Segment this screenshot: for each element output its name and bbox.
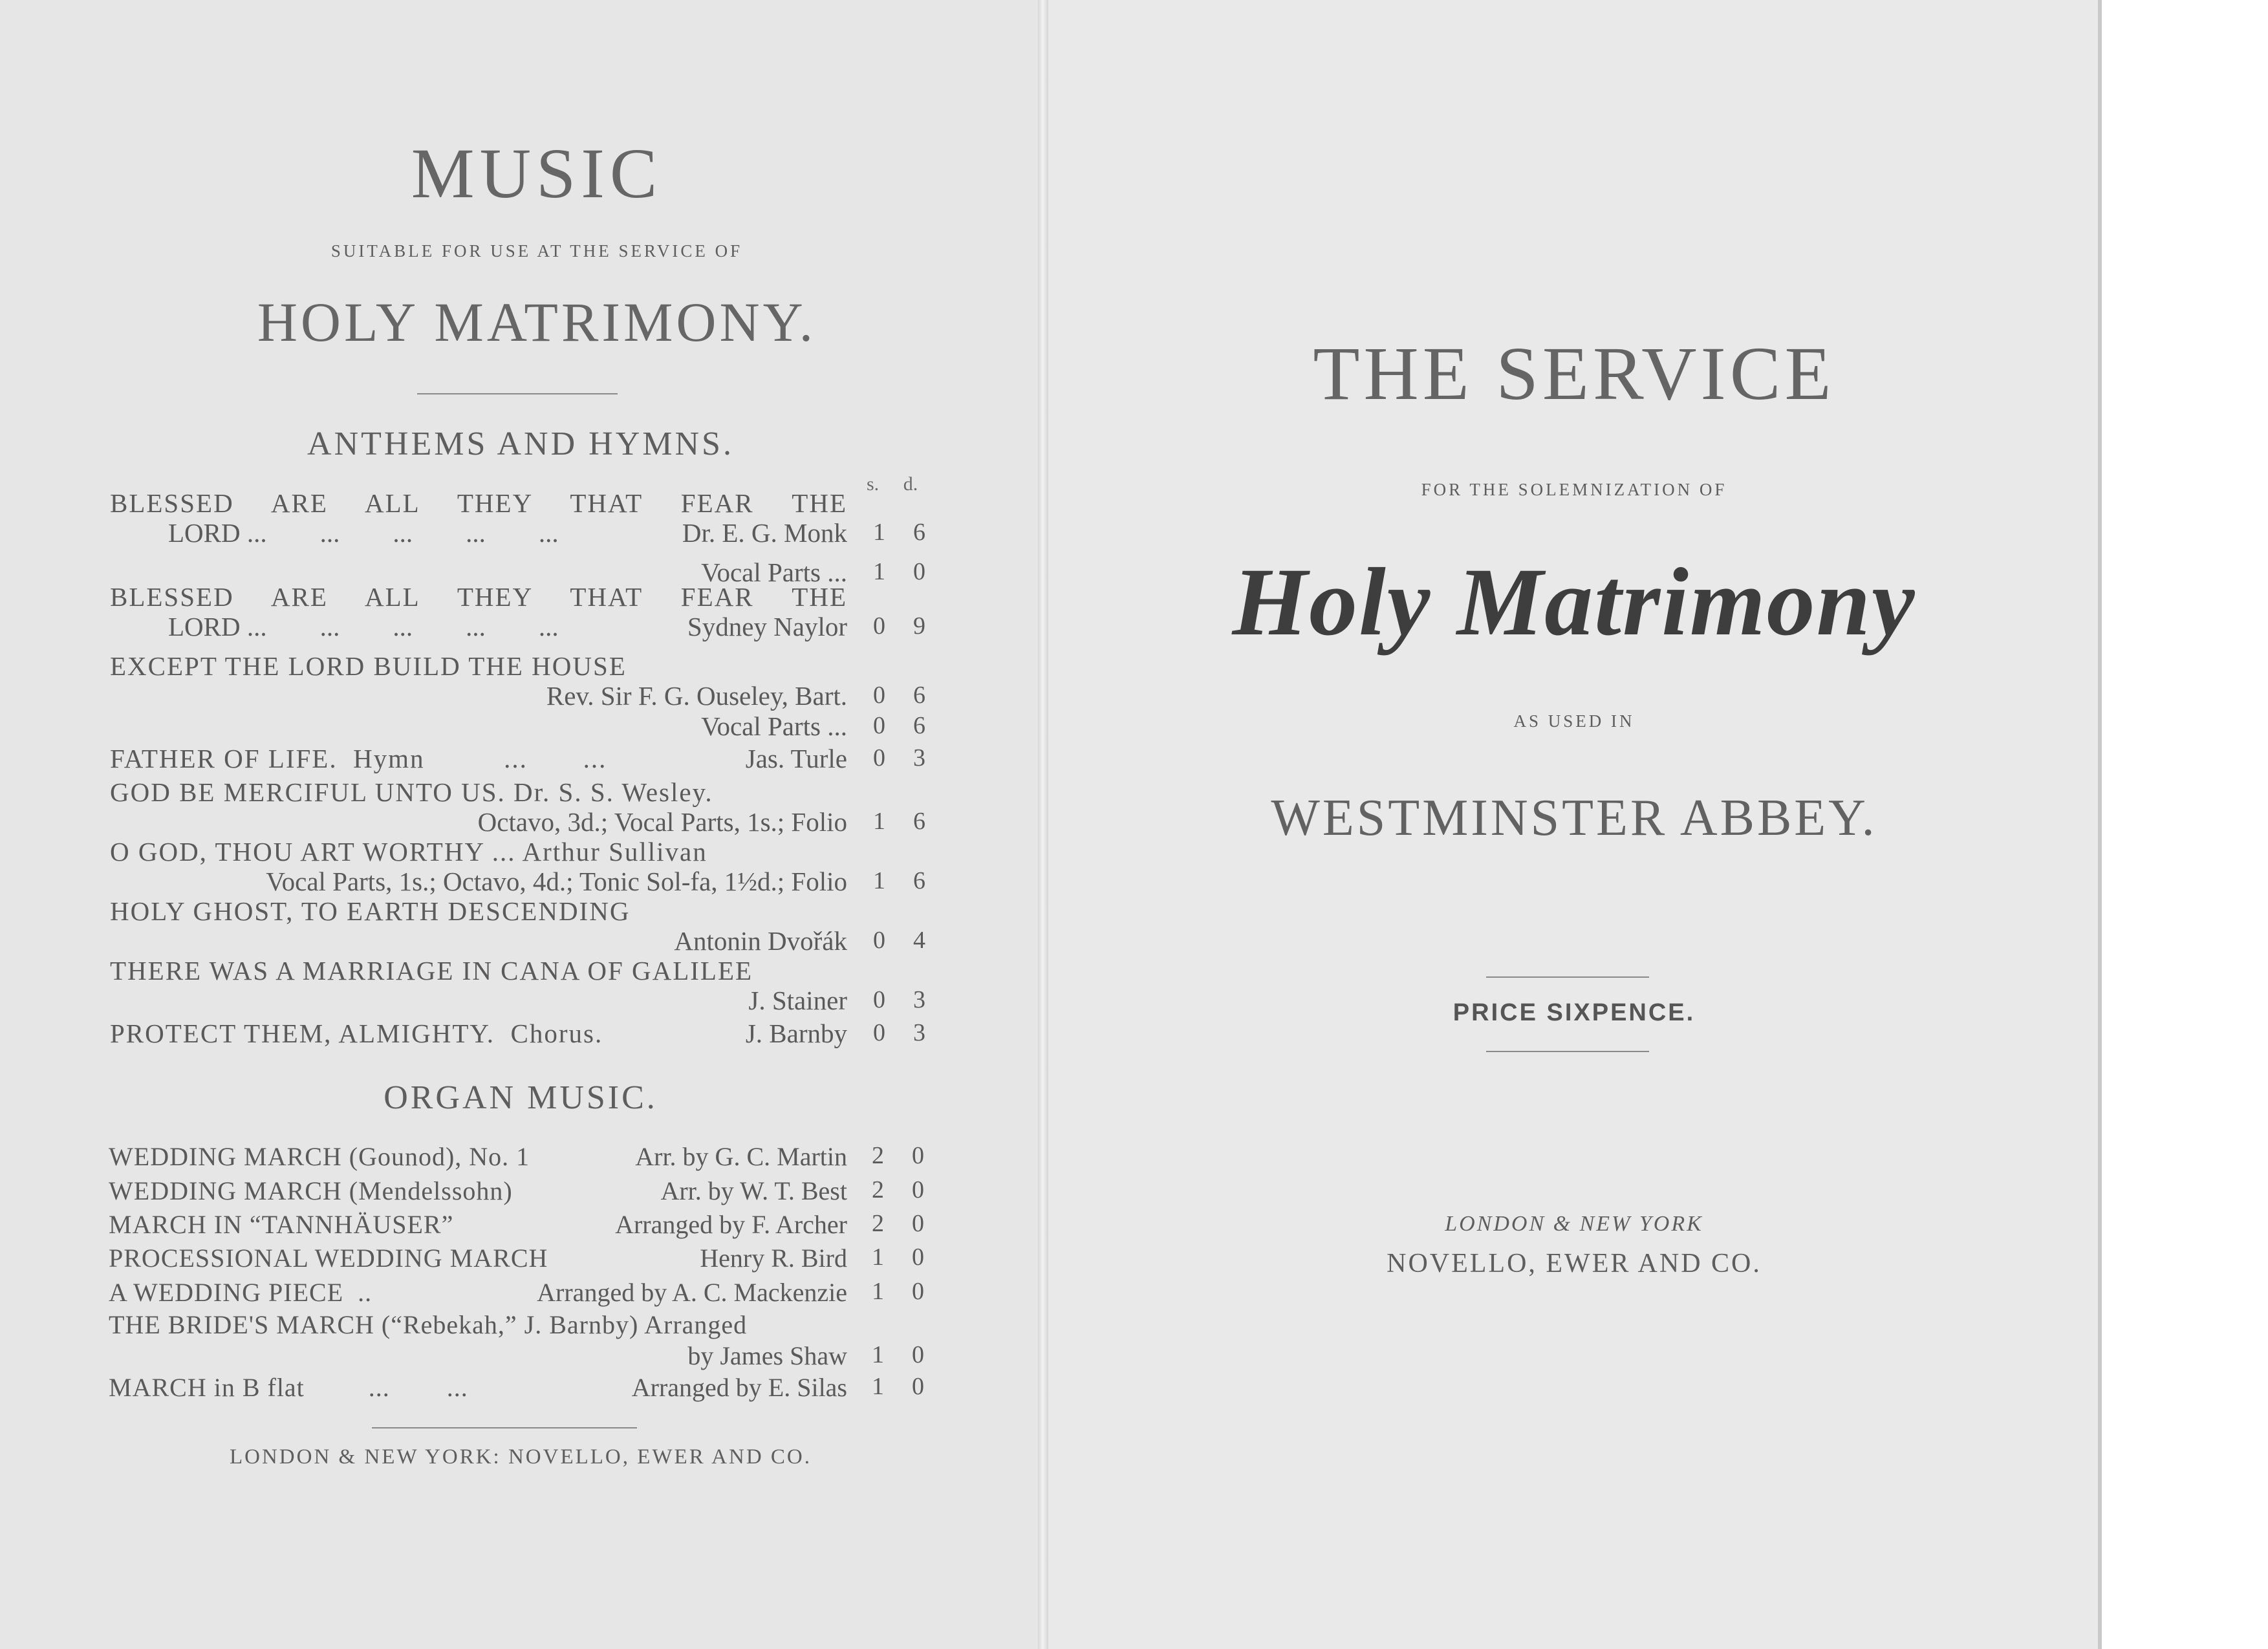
price-shillings: 0 [873, 712, 885, 739]
holy-matrimony-blackletter-title: Holy Matrimony [1232, 548, 1916, 656]
anthem-credit: Rev. Sir F. G. Ouseley, Bart. [546, 681, 847, 711]
anthem-credit: Jas. Turle [745, 744, 847, 773]
divider-rule [1486, 976, 1649, 978]
anthem-credit: Vocal Parts, 1s.; Octavo, 4d.; Tonic Sol-fa, 1½d.; Folio [266, 867, 847, 896]
price-shillings: 2 [872, 1210, 884, 1237]
price-pence: 3 [913, 986, 925, 1013]
imprint-publisher: NOVELLO, EWER AND CO. [1387, 1249, 1762, 1278]
price-pence: 0 [912, 1373, 924, 1400]
pence-header: d. [903, 473, 918, 495]
price-pence: 6 [913, 712, 925, 739]
anthem-entry [110, 711, 847, 741]
organ-entry [109, 1277, 847, 1308]
anthem-entry [110, 837, 847, 896]
organ-title: PROCESSIONAL WEDDING MARCH [109, 1244, 548, 1273]
divider-rule [1486, 1051, 1649, 1052]
anthem-title: BLESSED ARE ALL THEY THAT FEAR THE [110, 488, 847, 518]
price-shillings: 0 [873, 927, 885, 954]
price-label: PRICE SIXPENCE. [1453, 999, 1696, 1026]
music-title: MUSIC [411, 134, 663, 213]
organ-arranger: Henry R. Bird [700, 1244, 847, 1273]
price-pence: 0 [912, 1142, 924, 1169]
price-shillings: 1 [872, 1244, 884, 1271]
organ-entry [109, 1176, 847, 1207]
price-shillings: 0 [873, 612, 885, 640]
anthem-entry [110, 896, 847, 956]
price-shillings: 0 [873, 986, 885, 1013]
anthem-credit: Sydney Naylor [687, 612, 847, 641]
price-pence: 0 [912, 1176, 924, 1203]
anthem-title: BLESSED ARE ALL THEY THAT FEAR THE [110, 582, 847, 612]
organ-title: MARCH IN “TANNHÄUSER” [109, 1210, 454, 1239]
price-shillings: 1 [872, 1341, 884, 1368]
organ-entry [109, 1243, 847, 1274]
price-shillings: 0 [873, 682, 885, 709]
anthem-title: O GOD, THOU ART WORTHY ... Arthur Sullivan [110, 837, 707, 867]
organ-title: MARCH in B flat ... ... [109, 1373, 468, 1402]
divider-rule [372, 1427, 637, 1428]
price-pence: 0 [913, 558, 925, 585]
anthem-entry [110, 744, 847, 773]
as-used-in: AS USED IN [1513, 711, 1635, 731]
price-pence: 0 [912, 1341, 924, 1368]
price-pence: 3 [913, 744, 925, 771]
organ-title: WEDDING MARCH (Mendelssohn) [109, 1176, 513, 1205]
music-subtitle: SUITABLE FOR USE AT THE SERVICE OF [330, 241, 743, 261]
westminster-abbey-title: WESTMINSTER ABBEY. [1271, 790, 1877, 846]
price-shillings: 1 [872, 1278, 884, 1305]
anthem-credit: J. Barnby [745, 1018, 847, 1048]
price-pence: 9 [913, 612, 925, 640]
divider-rule [417, 393, 618, 394]
price-shillings: 1 [873, 558, 885, 585]
anthem-credit: J. Stainer [748, 986, 847, 1015]
price-shillings: 2 [872, 1176, 884, 1203]
anthems-heading: ANTHEMS AND HYMNS. [307, 426, 734, 462]
organ-entry [109, 1209, 847, 1240]
organ-music-heading: ORGAN MUSIC. [383, 1079, 658, 1116]
price-shillings: 0 [873, 1019, 885, 1046]
price-shillings: 0 [873, 744, 885, 771]
service-title: THE SERVICE [1313, 331, 1835, 416]
price-column-header [867, 473, 918, 495]
anthem-title: EXCEPT THE LORD BUILD THE HOUSE [110, 651, 627, 681]
anthem-entry [110, 956, 847, 1015]
anthem-title: GOD BE MERCIFUL UNTO US. Dr. S. S. Wesley. [110, 777, 713, 807]
anthem-title-continued: LORD ... ... ... ... ... [168, 518, 559, 548]
organ-title: A WEDDING PIECE .. [109, 1278, 373, 1307]
organ-title: THE BRIDE'S MARCH (“Rebekah,” J. Barnby) Arranged [109, 1310, 748, 1339]
anthem-title: THERE WAS A MARRIAGE IN CANA OF GALILEE [110, 956, 753, 986]
price-shillings: 1 [873, 808, 885, 835]
price-shillings: 1 [873, 519, 885, 546]
organ-arranger: by James Shaw [687, 1341, 847, 1370]
organ-arranger: Arranged by F. Archer [615, 1210, 847, 1239]
service-subtitle: FOR THE SOLEMNIZATION OF [1421, 480, 1727, 499]
anthem-entry [110, 777, 847, 837]
anthem-title: PROTECT THEM, ALMIGHTY. Chorus. [110, 1018, 603, 1048]
anthem-credit: Octavo, 3d.; Vocal Parts, 1s.; Folio [477, 807, 847, 837]
shillings-header: s. [867, 473, 880, 495]
price-pence: 6 [913, 867, 925, 894]
anthem-credit: Vocal Parts ... [701, 557, 847, 587]
organ-entry [109, 1310, 847, 1372]
price-shillings: 2 [872, 1142, 884, 1169]
left-page-footer: LONDON & NEW YORK: NOVELLO, EWER AND CO. [229, 1445, 812, 1469]
organ-arranger: Arranged by E. Silas [631, 1373, 847, 1402]
price-pence: 6 [913, 808, 925, 835]
anthem-entry [110, 582, 847, 641]
anthem-entry [110, 488, 847, 548]
anthem-entry [110, 651, 847, 711]
anthem-title: HOLY GHOST, TO EARTH DESCENDING [110, 896, 631, 926]
holy-matrimony-heading: HOLY MATRIMONY. [257, 291, 817, 353]
organ-arranger: Arr. by W. T. Best [660, 1176, 847, 1205]
organ-arranger: Arranged by A. C. Mackenzie [537, 1278, 847, 1307]
anthem-credit: Dr. E. G. Monk [682, 518, 847, 548]
price-pence: 0 [912, 1244, 924, 1271]
organ-entry [109, 1372, 847, 1403]
price-pence: 6 [913, 682, 925, 709]
organ-entry [109, 1141, 847, 1172]
anthem-credit: Antonin Dvořák [674, 926, 847, 956]
price-pence: 0 [912, 1278, 924, 1305]
price-pence: 3 [913, 1019, 925, 1046]
price-shillings: 1 [873, 867, 885, 894]
anthem-credit: Vocal Parts ... [701, 711, 847, 741]
anthem-entry [110, 1018, 847, 1048]
imprint-city: LONDON & NEW YORK [1445, 1212, 1703, 1236]
price-shillings: 1 [872, 1373, 884, 1400]
anthem-title: FATHER OF LIFE. Hymn ... ... [110, 744, 607, 773]
price-pence: 6 [913, 519, 925, 546]
price-pence: 0 [912, 1210, 924, 1237]
price-pence: 4 [913, 927, 925, 954]
organ-arranger: Arr. by G. C. Martin [635, 1142, 847, 1171]
organ-title: WEDDING MARCH (Gounod), No. 1 [109, 1142, 530, 1171]
anthem-title-continued: LORD ... ... ... ... ... [168, 612, 559, 641]
